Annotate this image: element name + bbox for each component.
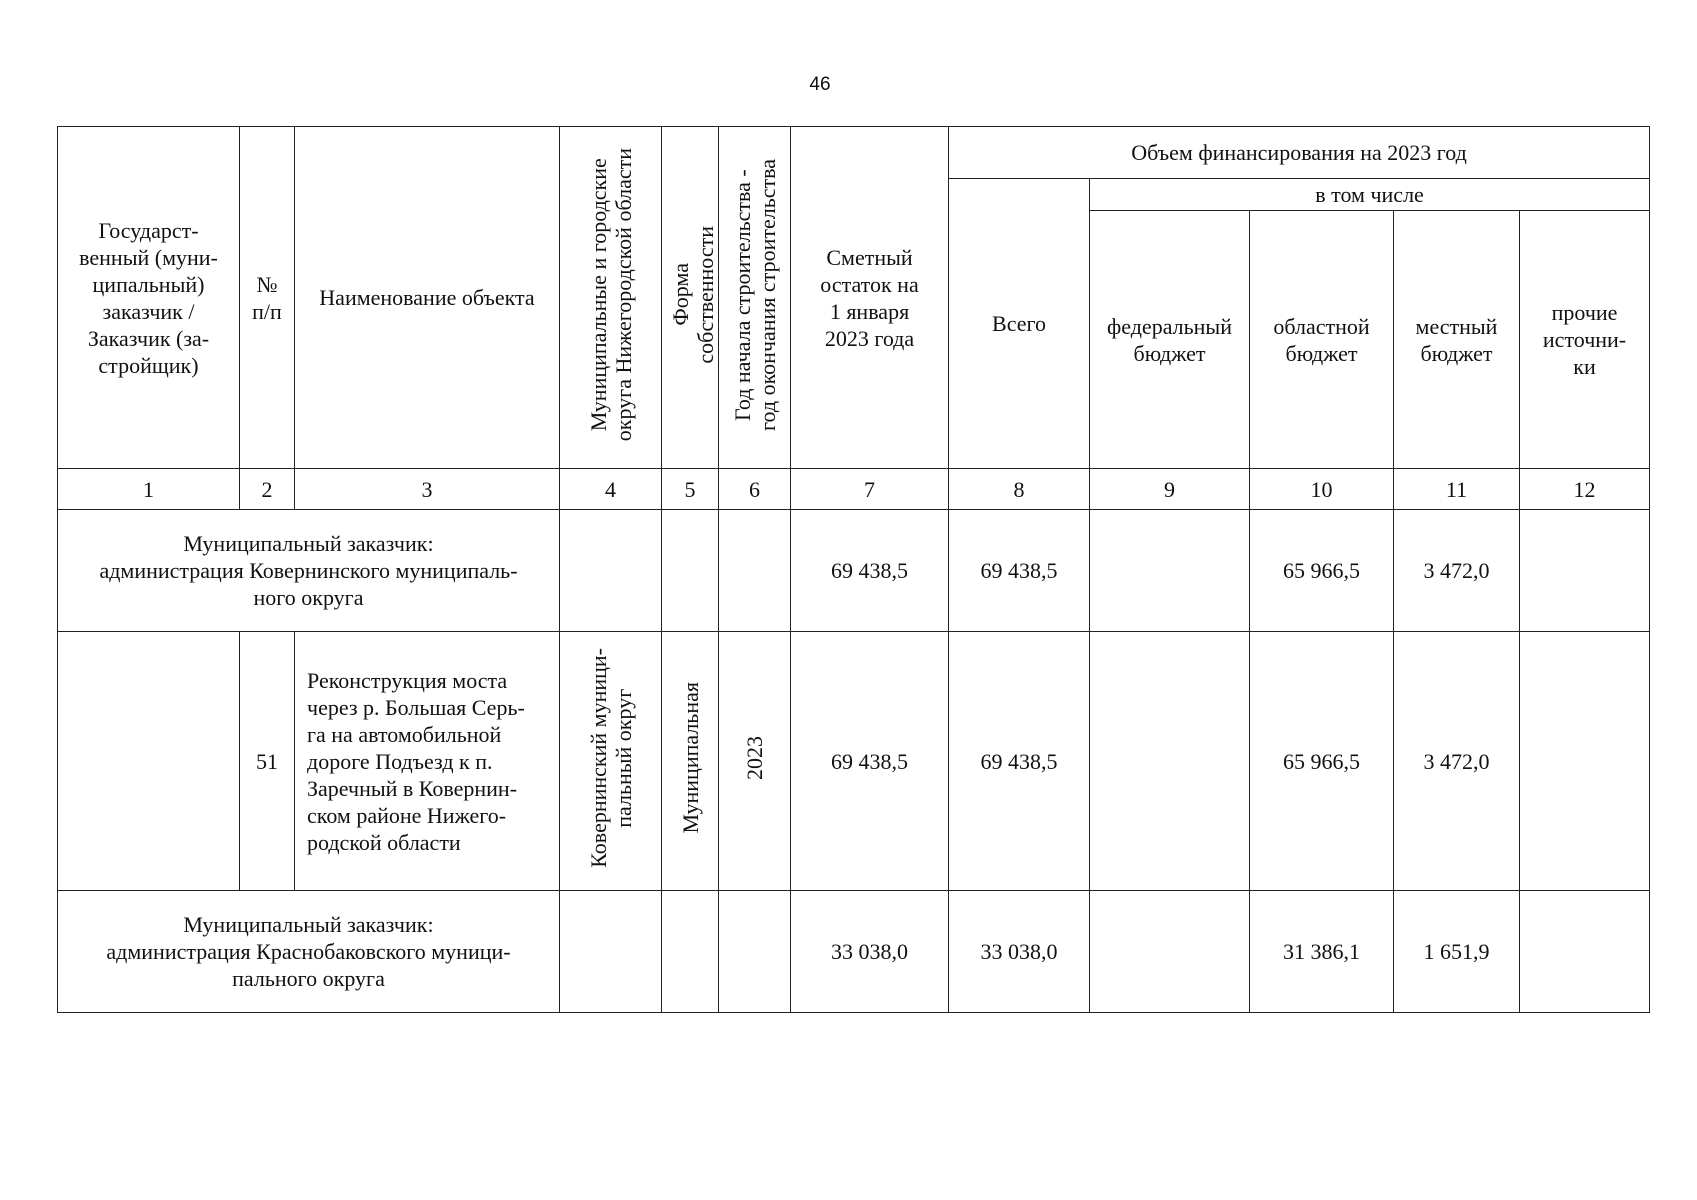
table-row-customer-krasnobakovsky <box>58 891 1650 1013</box>
table-row-object-51 <box>58 632 1650 891</box>
table-row-customer-kovernino <box>58 510 1650 632</box>
cell-total: 69 438,5 <box>949 510 1090 632</box>
column-number: 5 <box>662 469 719 510</box>
header-years: Год начала строительства - год окончания строительства <box>719 127 791 469</box>
header-number: № п/п <box>240 127 295 469</box>
cell-ownership <box>662 891 719 1013</box>
cell-local: 3 472,0 <box>1394 510 1520 632</box>
cell-regional: 65 966,5 <box>1250 632 1394 891</box>
header-federal-budget: федеральный бюджет <box>1090 211 1250 469</box>
column-number: 2 <box>240 469 295 510</box>
cell-estimate: 33 038,0 <box>791 891 949 1013</box>
cell-municipality <box>560 510 662 632</box>
cell-years: 2023 <box>719 632 791 891</box>
header-total: Всего <box>949 179 1090 469</box>
cell-object-name: Реконструкция моста через р. Большая Серь- га на автомобильной дороге Подъезд к п. Заречный в Ковернин- ском районе Нижего- родской области <box>295 632 560 891</box>
cell-municipality: Ковернинский муници- пальный округ <box>560 632 662 891</box>
cell-total: 69 438,5 <box>949 632 1090 891</box>
cell-ownership: Муниципальная <box>662 632 719 891</box>
header-object-name: Наименование объекта <box>295 127 560 469</box>
header-row-1 <box>58 127 1650 179</box>
header-other-sources: прочие источни- ки <box>1520 211 1650 469</box>
column-number: 8 <box>949 469 1090 510</box>
header-regional-budget: областной бюджет <box>1250 211 1394 469</box>
header-local-budget: местный бюджет <box>1394 211 1520 469</box>
column-number: 11 <box>1394 469 1520 510</box>
cell-regional: 65 966,5 <box>1250 510 1394 632</box>
header-including: в том числе <box>1090 179 1650 211</box>
cell-federal <box>1090 632 1250 891</box>
column-number: 12 <box>1520 469 1650 510</box>
cell-other <box>1520 891 1650 1013</box>
header-estimate-balance: Сметный остаток на 1 января 2023 года <box>791 127 949 469</box>
column-number: 6 <box>719 469 791 510</box>
cell-federal <box>1090 510 1250 632</box>
header-ownership: Форма собственности <box>662 127 719 469</box>
header-municipality: Муниципальные и городские округа Нижегородской области <box>560 127 662 469</box>
page-number: 46 <box>809 74 831 95</box>
cell-regional: 31 386,1 <box>1250 891 1394 1013</box>
financing-table <box>57 126 1650 1013</box>
cell-ownership <box>662 510 719 632</box>
cell-total: 33 038,0 <box>949 891 1090 1013</box>
header-customer: Государст- венный (муни- ципальный) заказчик / Заказчик (за- стройщик) <box>58 127 240 469</box>
cell-other <box>1520 510 1650 632</box>
column-number: 4 <box>560 469 662 510</box>
column-number-row <box>58 469 1650 510</box>
column-number: 9 <box>1090 469 1250 510</box>
cell-local: 3 472,0 <box>1394 632 1520 891</box>
column-number: 1 <box>58 469 240 510</box>
cell-years <box>719 891 791 1013</box>
cell-estimate: 69 438,5 <box>791 510 949 632</box>
cell-local: 1 651,9 <box>1394 891 1520 1013</box>
column-number: 10 <box>1250 469 1394 510</box>
cell-years <box>719 510 791 632</box>
cell-estimate: 69 438,5 <box>791 632 949 891</box>
cell-number: 51 <box>240 632 295 891</box>
customer-label: Муниципальный заказчик: администрация Краснобаковского муници- пального округа <box>58 891 560 1013</box>
column-number: 7 <box>791 469 949 510</box>
customer-label: Муниципальный заказчик: администрация Ковернинского муниципаль- ного округа <box>58 510 560 632</box>
cell-other <box>1520 632 1650 891</box>
cell-customer <box>58 632 240 891</box>
header-funding-volume: Объем финансирования на 2023 год <box>949 127 1650 179</box>
cell-municipality <box>560 891 662 1013</box>
column-number: 3 <box>295 469 560 510</box>
cell-federal <box>1090 891 1250 1013</box>
